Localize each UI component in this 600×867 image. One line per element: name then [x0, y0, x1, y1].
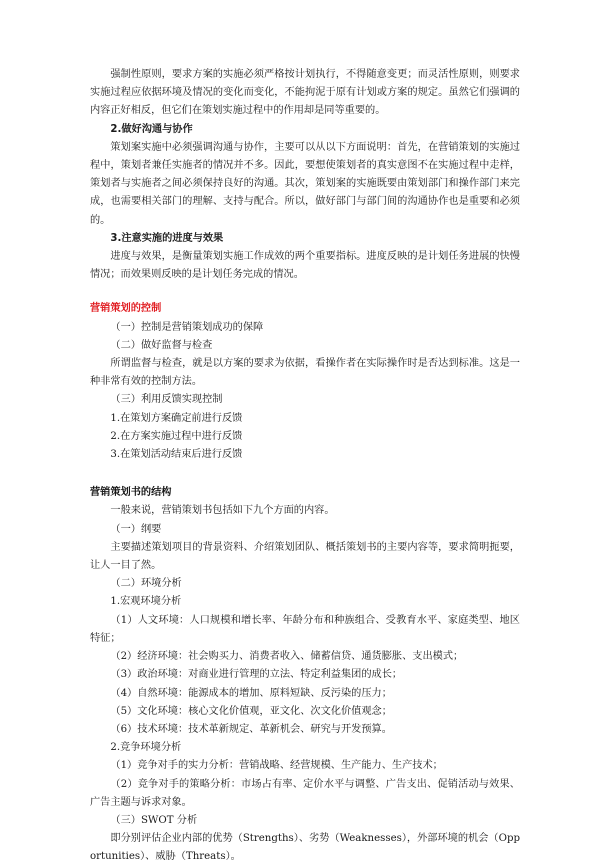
- control-sub-1: 1.在策划方案确定前进行反馈: [110, 412, 243, 424]
- swot-paragraph: 即分别评估企业内部的优势（Strengths）、劣势（Weaknesses），外部环境的机会（Opportunities）、威胁（Threats）。: [90, 833, 520, 863]
- structure-intro: 一般来说，营销策划书包括如下九个方面的内容。: [110, 505, 335, 517]
- document-page: [90, 66, 520, 867]
- environment-label: （二）环境分析: [110, 578, 182, 590]
- communication-heading: 2.做好沟通与协作: [110, 123, 193, 135]
- macro-item-3: （3）政治环境：对商业进行管理的立法、特定利益集团的成长；: [110, 669, 403, 681]
- control-paragraph: 所谓监督与检查，就是以方案的要求为依据，看操作者在实际操作时是否达到标准。这是一种非常有效的控制方法。: [90, 358, 520, 388]
- macro-item-5: （5）文化环境：核心文化价值观，亚文化、次文化价值观念；: [110, 705, 392, 717]
- control-section-title: 营销策划的控制: [90, 303, 162, 315]
- macro-item-4: （4）自然环境：能源成本的增加、原料短缺、反污染的压力；: [110, 687, 392, 699]
- progress-heading: 3.注意实施的进度与效果: [110, 232, 224, 244]
- control-item-3: （三）利用反馈实现控制: [110, 394, 223, 406]
- macro-item-6: （6）技术环境：技术革新规定、革新机会、研究与开发预算。: [110, 723, 392, 735]
- macro-item-2: （2）经济环境：社会购买力、消费者收入、储蓄信贷、通货膨胀、支出模式；: [110, 651, 464, 663]
- outline-label: （一）纲要: [110, 523, 162, 535]
- progress-paragraph: 进度与效果，是衡量策划实施工作成效的两个重要指标。进度反映的是计划任务进展的快慢情况；而效果则反映的是计划任务完成的情况。: [90, 251, 520, 281]
- control-item-2: （二）做好监督与检查: [110, 339, 213, 351]
- competition-label: 2.竞争环境分析: [110, 742, 182, 754]
- swot-label: （三）SWOT 分析: [110, 814, 198, 826]
- macro-item-1: （1）人文环境：人口规模和增长率、年龄分布和种族组合、受教育水平、家庭类型、地区特征；: [90, 614, 520, 644]
- intro-paragraph: 强制性原则，要求方案的实施必须严格按计划执行，不得随意变更；而灵活性原则，则要求实施过程应依据环境及情况的变化而变化，不能拘泥于原有计划或方案的规定。虽然它们强调的内容正好相反，但它们在策划实施过程中的作用却是同等重要的。: [90, 69, 520, 117]
- structure-section-title: 营销策划书的结构: [90, 487, 172, 499]
- competition-item-2: （2）竞争对手的策略分析：市场占有率、定价水平与调整、广告支出、促销活动与效果、广告主题与诉求对象。: [90, 778, 520, 808]
- macro-environment-label: 1.宏观环境分析: [110, 596, 182, 608]
- competition-item-1: （1）竞争对手的实力分析：营销战略、经营规模、生产能力、生产技术；: [110, 760, 443, 772]
- control-sub-3: 3.在策划活动结束后进行反馈: [110, 449, 243, 461]
- control-item-1: （一）控制是营销策划成功的保障: [110, 321, 264, 333]
- communication-paragraph: 策划案实施中必须强调沟通与协作，主要可以从以下方面说明：首先，在营销策划的实施过程中，策划者兼任实施者的情况并不多。因此，要想使策划者的真实意图不在实施过程中走样，策划者与实施者之间必须保持良好的沟通。其次，策划案的实施既要由策划部门和操作部门来完成，也需要相关部门的理解、支持与配合。所以，做好部门与部门间的沟通协作也是重要和必须的。: [90, 141, 520, 226]
- control-sub-2: 2.在方案实施过程中进行反馈: [110, 430, 243, 442]
- outline-paragraph: 主要描述策划项目的背景资料、介绍策划团队、概括策划书的主要内容等，要求简明扼要，让人一目了然。: [90, 541, 520, 572]
